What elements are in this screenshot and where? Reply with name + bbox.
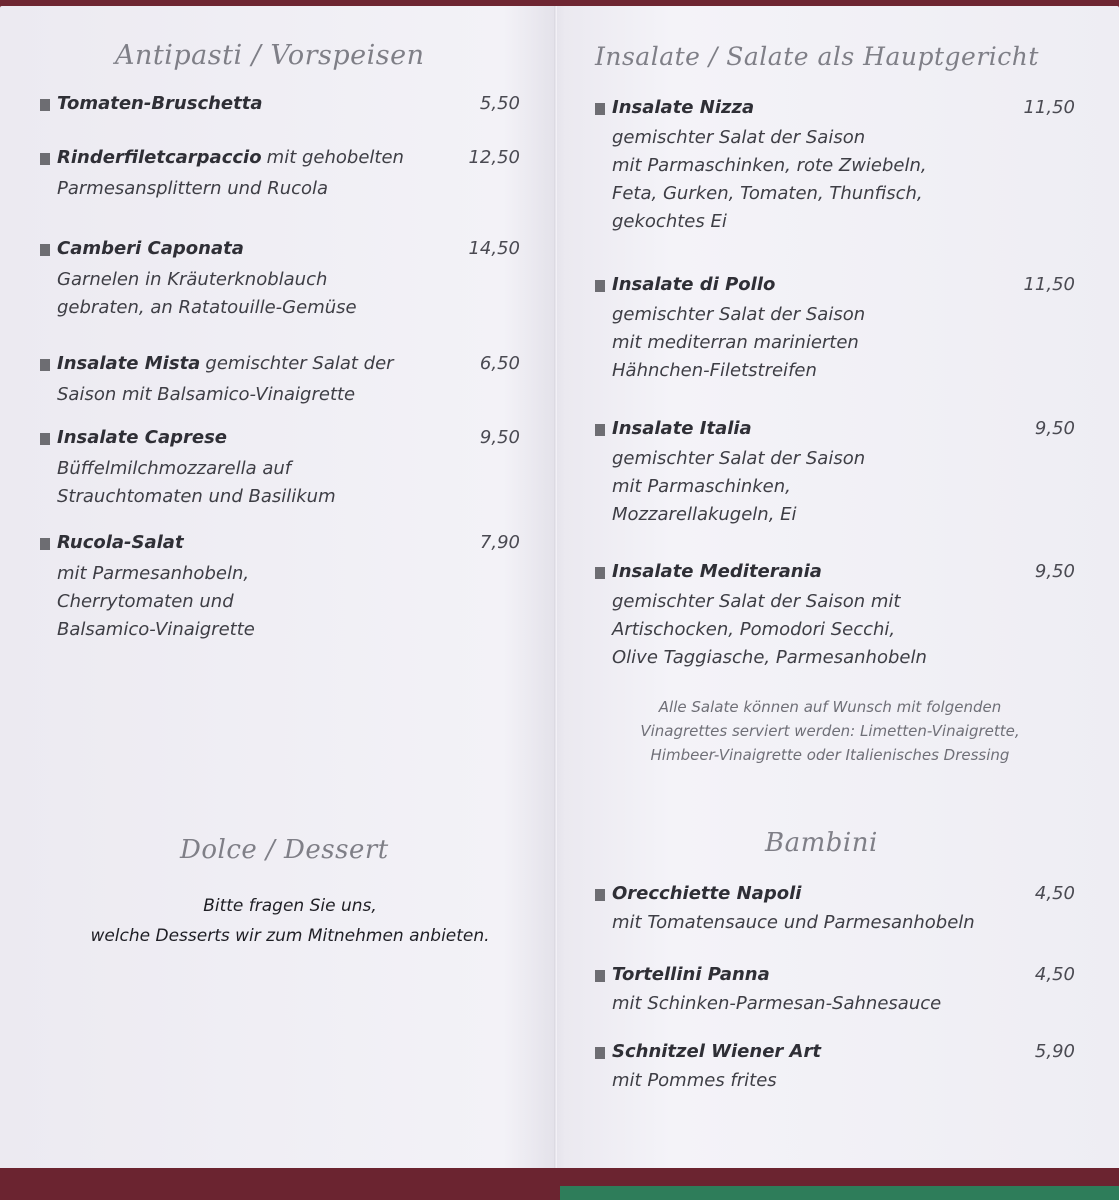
- bullet-marker: [595, 1047, 605, 1059]
- bullet-marker: [595, 889, 605, 901]
- item-description: Artischocken, Pomodori Secchi,: [612, 619, 896, 640]
- bullet-marker: [595, 970, 605, 982]
- item-description: mit Schinken-Parmesan-Sahnesauce: [612, 993, 942, 1014]
- item-description: Cherrytomaten und: [57, 591, 234, 612]
- vinaigrette-note-line: Alle Salate können auf Wunsch mit folgenden: [658, 698, 1002, 716]
- item-name: Tomaten-Bruschetta: [57, 93, 263, 114]
- item-description: mit Parmaschinken, rote Zwiebeln,: [612, 155, 927, 176]
- item-name: Insalate Caprese: [57, 427, 228, 448]
- item-name: Insalate Mista: [57, 353, 201, 374]
- bullet-marker: [40, 538, 50, 550]
- item-price: 7,90: [479, 532, 520, 553]
- item-price: 11,50: [1023, 97, 1075, 118]
- bambini-heading: Bambini: [765, 828, 878, 858]
- item-first-line: [57, 147, 404, 168]
- item-description: Strauchtomaten und Basilikum: [57, 486, 336, 507]
- item-description: gemischter Salat der Saison: [612, 127, 866, 148]
- item-description: mit mediterran marinierten: [612, 332, 859, 353]
- bullet-marker: [40, 99, 50, 111]
- item-description: mit Parmaschinken,: [612, 476, 791, 497]
- item-first-line: [57, 353, 394, 374]
- item-name: Tortellini Panna: [612, 964, 770, 985]
- item-name: Rucola-Salat: [57, 532, 184, 553]
- vinaigrette-note-line: Vinagrettes serviert werden: Limetten-Vinaigrette,: [640, 722, 1020, 740]
- item-description: gemischter Salat der Saison mit: [612, 591, 901, 612]
- bullet-marker: [40, 433, 50, 445]
- dessert-heading: Dolce / Dessert: [180, 835, 389, 865]
- dessert-note-line: welche Desserts wir zum Mitnehmen anbieten.: [90, 926, 490, 946]
- dessert-note-line: Bitte fragen Sie uns,: [203, 896, 377, 916]
- item-price: 9,50: [479, 427, 520, 448]
- item-name: Insalate Mediterania: [612, 561, 822, 582]
- bullet-marker: [595, 280, 605, 292]
- item-description: gebraten, an Ratatouille-Gemüse: [57, 297, 357, 318]
- bullet-marker: [40, 153, 50, 165]
- item-name: Rinderfiletcarpaccio: [57, 147, 262, 168]
- bullet-marker: [595, 567, 605, 579]
- insalate-heading: Insalate / Salate als Hauptgericht: [595, 42, 1039, 71]
- bullet-marker: [595, 424, 605, 436]
- item-price: 6,50: [479, 353, 520, 374]
- item-name: Schnitzel Wiener Art: [612, 1041, 821, 1062]
- item-description: mit Pommes frites: [612, 1070, 777, 1091]
- item-name: Camberi Caponata: [57, 238, 244, 259]
- item-description: gemischter Salat der Saison: [612, 304, 866, 325]
- center-fold: [554, 6, 557, 1174]
- item-description-inline: mit gehobelten: [266, 147, 404, 168]
- item-description: Hähnchen-Filetstreifen: [612, 360, 817, 381]
- item-price: 9,50: [1034, 561, 1075, 582]
- item-price: 5,90: [1034, 1041, 1075, 1062]
- item-price: 4,50: [1034, 964, 1075, 985]
- item-name: Insalate Nizza: [612, 97, 755, 118]
- item-description-inline: gemischter Salat der: [205, 353, 394, 374]
- item-description: Garnelen in Kräuterknoblauch: [57, 269, 328, 290]
- item-description: Büffelmilchmozzarella auf: [57, 458, 292, 479]
- item-price: 12,50: [468, 147, 520, 168]
- item-description: Feta, Gurken, Tomaten, Thunfisch,: [612, 183, 923, 204]
- item-description: mit Tomatensauce und Parmesanhobeln: [612, 912, 975, 933]
- item-description: gemischter Salat der Saison: [612, 448, 866, 469]
- item-description: Parmesansplittern und Rucola: [57, 178, 329, 199]
- item-description: Mozzarellakugeln, Ei: [612, 504, 797, 525]
- item-description: mit Parmesanhobeln,: [57, 563, 250, 584]
- item-name: Insalate Italia: [612, 418, 752, 439]
- item-description: Olive Taggiasche, Parmesanhobeln: [612, 647, 927, 668]
- item-description: gekochtes Ei: [612, 211, 727, 232]
- item-description: Balsamico-Vinaigrette: [57, 619, 255, 640]
- bullet-marker: [40, 244, 50, 256]
- bullet-marker: [40, 359, 50, 371]
- item-name: Orecchiette Napoli: [612, 883, 802, 904]
- green-strip: [560, 1186, 1119, 1200]
- item-name: Insalate di Pollo: [612, 274, 776, 295]
- vinaigrette-note-line: Himbeer-Vinaigrette oder Italienisches Dressing: [650, 746, 1010, 764]
- item-price: 4,50: [1034, 883, 1075, 904]
- item-price: 14,50: [468, 238, 520, 259]
- item-description: Saison mit Balsamico-Vinaigrette: [57, 384, 356, 405]
- item-price: 9,50: [1034, 418, 1075, 439]
- item-price: 11,50: [1023, 274, 1075, 295]
- item-price: 5,50: [479, 93, 520, 114]
- bullet-marker: [595, 103, 605, 115]
- antipasti-heading: Antipasti / Vorspeisen: [115, 40, 425, 71]
